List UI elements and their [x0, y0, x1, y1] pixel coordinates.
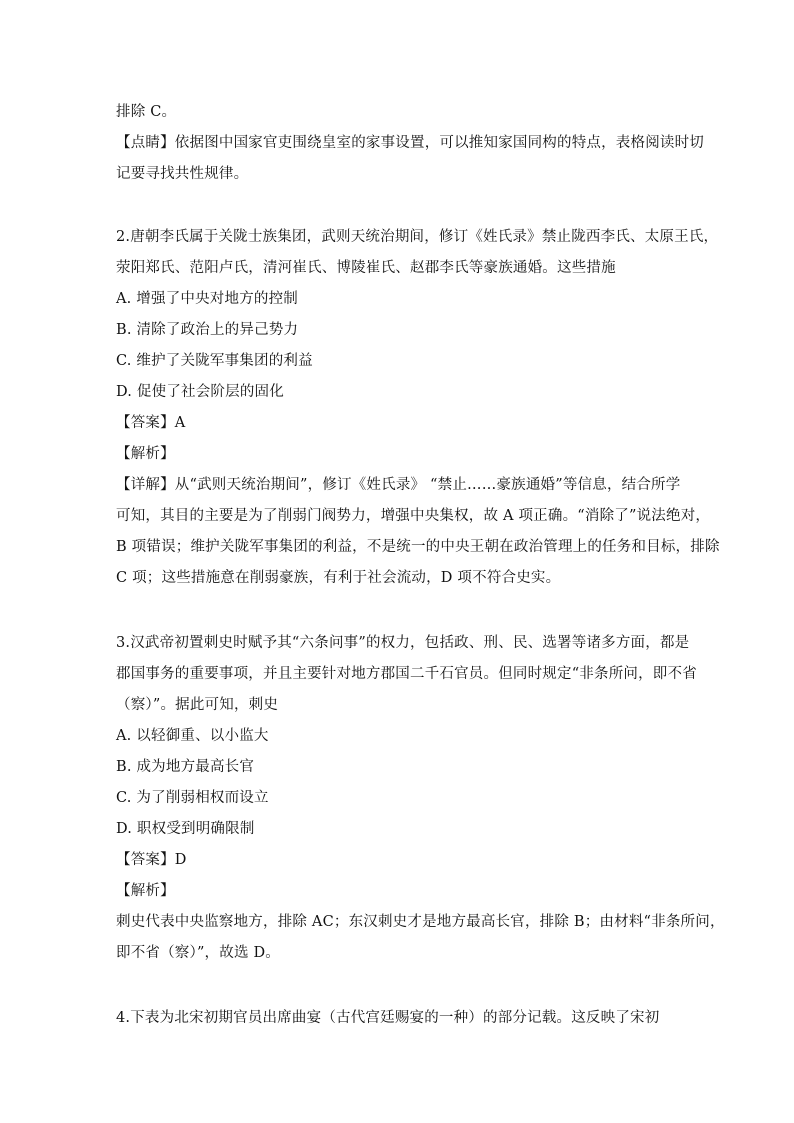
analysis-label: 【解析】	[116, 883, 175, 899]
text-line: 可知，其目的主要是为了削弱门阀势力，增强中央集权，故 A 项正确。“消除了”说法绝对，	[116, 508, 711, 524]
option-d: D. 职权受到明确限制	[116, 821, 255, 837]
analysis-label: 【解析】	[116, 446, 175, 462]
option-c: C. 为了削弱相权而设立	[116, 790, 269, 806]
text-line: 郡国事务的重要事项，并且主要针对地方郡国二千石官员。但同时规定“非条所问，即不省	[116, 666, 697, 682]
text-line: 即不省（察）”，故选 D。	[116, 945, 280, 961]
text-line: （察）”。据此可知，刺史	[116, 697, 279, 713]
option-d: D. 促使了社会阶层的固化	[116, 384, 284, 400]
option-a: A. 以轻御重、以小监大	[116, 728, 269, 744]
question-4-stem: 4.下表为北宋初期官员出席曲宴（古代宫廷赐宴的一种）的部分记载。这反映了宋初	[116, 1010, 660, 1026]
answer-label: 【答案】D	[116, 852, 187, 868]
question-2-stem: 2.唐朝李氏属于关陇士族集团，武则天统治期间，修订《姓氏录》禁止陇西李氏、太原王氏，	[116, 229, 719, 245]
answer-label: 【答案】A	[116, 415, 186, 431]
option-a: A. 增强了中央对地方的控制	[116, 291, 298, 307]
text-line: C 项；这些措施意在削弱豪族，有利于社会流动，D 项不符合史实。	[116, 570, 561, 586]
text-line: 刺史代表中央监察地方，排除 AC；东汉刺史才是地方最高长官，排除 B；由材料“非条所问，	[116, 914, 725, 930]
text-line: 【详解】从“武则天统治期间”，修订《姓氏录》 “禁止……豪族通婚”等信息，结合所学	[116, 477, 681, 493]
text-line: 荥阳郑氏、范阳卢氏，清河崔氏、博陵崔氏、赵郡李氏等豪族通婚。这些措施	[116, 260, 616, 276]
option-c: C. 维护了关陇军事集团的利益	[116, 353, 313, 369]
text-line: 记要寻找共性规律。	[116, 166, 249, 182]
option-b: B. 清除了政治上的异己势力	[116, 322, 299, 338]
question-3-stem: 3.汉武帝初置刺史时赋予其“六条问事”的权力，包括政、刑、民、选署等诸多方面，都是	[116, 635, 690, 651]
option-b: B. 成为地方最高长官	[116, 759, 255, 775]
text-line: B 项错误；维护关陇军事集团的利益，不是统一的中央王朝在政治管理上的任务和目标，排除	[116, 539, 720, 555]
text-line: 【点睛】依据图中国家官吏围绕皇室的家事设置，可以推知家国同构的特点，表格阅读时切	[116, 135, 704, 151]
text-line: 排除 C。	[116, 104, 177, 120]
